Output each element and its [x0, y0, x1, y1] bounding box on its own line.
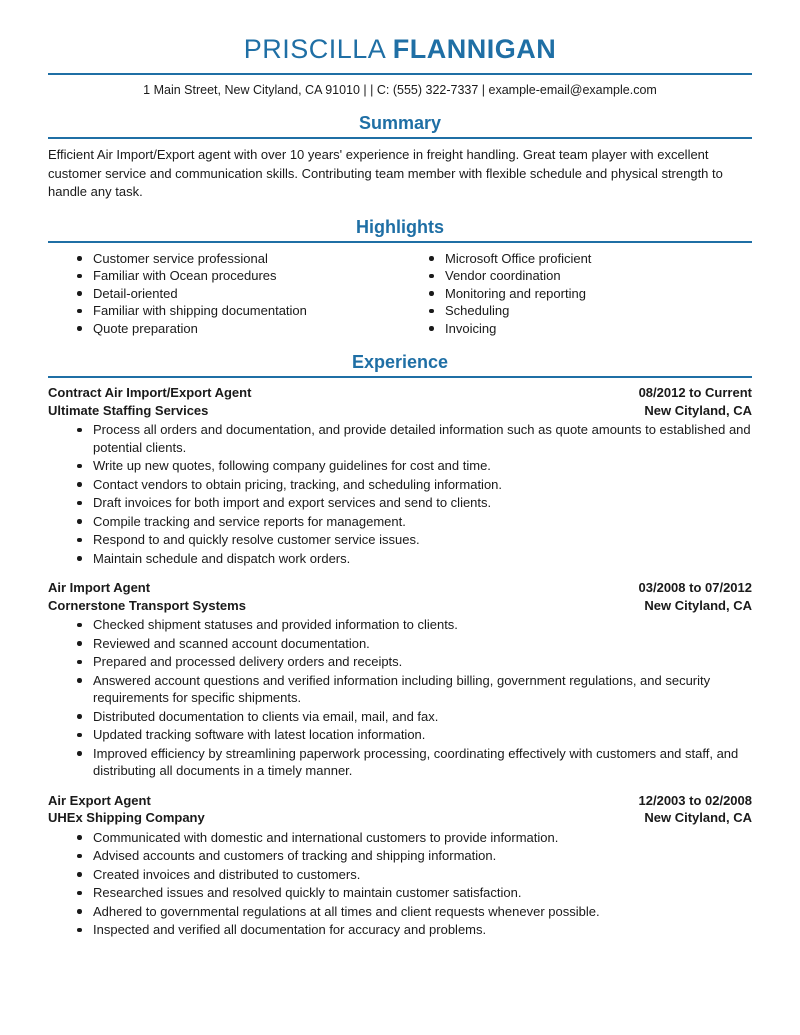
job-title: Air Export Agent — [48, 792, 151, 808]
job-company: Cornerstone Transport Systems — [48, 597, 246, 613]
job-bullet-item: Respond to and quickly resolve customer service issues. — [48, 531, 752, 549]
job-company-row — [48, 809, 752, 827]
highlight-item: Microsoft Office proficient — [400, 250, 752, 267]
job-bullet-item: Advised accounts and customers of tracking and shipping information. — [48, 847, 752, 865]
job-bullet-item: Created invoices and distributed to customers. — [48, 866, 752, 884]
highlight-item: Detail-oriented — [48, 285, 400, 302]
summary-heading: Summary — [358, 113, 442, 133]
job-title-row — [48, 384, 752, 402]
job-bullet-item: Inspected and verified all documentation for accuracy and problems. — [48, 921, 752, 939]
job-company: UHEx Shipping Company — [48, 810, 205, 825]
highlight-item: Invoicing — [400, 320, 752, 337]
experience-jobs — [48, 384, 752, 939]
highlight-item: Customer service professional — [48, 250, 400, 267]
job-company: Ultimate Staffing Services — [48, 402, 209, 418]
job-dates: 12/2003 to 02/2008 — [638, 792, 752, 808]
job-bullet-item: Improved efficiency by streamlining paperwork processing, coordinating effectively with customers and staff, and distributing all documents in a timely manner. — [48, 745, 752, 780]
section-summary — [48, 113, 752, 202]
job-bullet-item: Process all orders and documentation, and provide detailed information such as quote amounts to established and potential clients. — [48, 421, 752, 456]
highlights-list-right — [400, 250, 752, 338]
job-company-row — [48, 402, 752, 420]
job-title: Contract Air Import/Export Agent — [48, 385, 252, 400]
highlight-item: Familiar with shipping documentation — [48, 302, 400, 319]
job-bullets — [48, 616, 752, 780]
highlights-list-left — [48, 250, 400, 338]
job-bullets — [48, 829, 752, 939]
highlight-item: Monitoring and reporting — [400, 285, 752, 302]
job-bullet-item: Checked shipment statuses and provided information to clients. — [48, 616, 752, 634]
contact-line: 1 Main Street, New Cityland, CA 91010 | | C: (555) 322-7337 | example-email@example.com — [143, 83, 657, 97]
highlight-item: Familiar with Ocean procedures — [48, 267, 400, 284]
job-bullet-item: Distributed documentation to clients via email, mail, and fax. — [48, 708, 752, 726]
job-bullet-item: Communicated with domestic and international customers to provide information. — [48, 829, 752, 847]
job-bullet-item: Reviewed and scanned account documentation. — [48, 635, 752, 653]
job-location: New Cityland, CA — [644, 597, 752, 613]
job-bullet-item: Contact vendors to obtain pricing, tracking, and scheduling information. — [48, 476, 752, 494]
highlight-item: Scheduling — [400, 302, 752, 319]
highlight-item: Vendor coordination — [400, 267, 752, 284]
highlights-columns — [48, 250, 752, 338]
highlights-heading: Highlights — [356, 216, 444, 237]
job-bullet-item: Compile tracking and service reports for management. — [48, 513, 752, 531]
job-entry — [48, 384, 752, 567]
job-bullet-item: Write up new quotes, following company guidelines for cost and time. — [48, 457, 752, 475]
experience-divider — [48, 376, 752, 378]
job-bullet-item: Draft invoices for both import and export services and send to clients. — [48, 494, 752, 512]
summary-divider — [48, 137, 752, 139]
job-entry — [48, 792, 752, 939]
candidate-first-name: PRISCILLA — [243, 34, 385, 64]
job-bullet-item: Adhered to governmental regulations at all times and client requests whenever possible. — [48, 903, 752, 921]
job-bullet-item: Updated tracking software with latest location information. — [48, 726, 752, 744]
summary-text: Efficient Air Import/Export agent with over 10 years' experience in freight handling. Great team player with excellent customer service and communication skills. Contributing team member with flexible schedule and physical strength to handle any task. — [48, 147, 723, 199]
job-bullet-item: Researched issues and resolved quickly to maintain customer satisfaction. — [48, 884, 752, 902]
candidate-name — [48, 34, 752, 64]
job-title: Air Import Agent — [48, 580, 151, 595]
job-bullet-item: Answered account questions and verified information including billing, government regulations, and security requirements for specific shipments. — [48, 672, 752, 707]
job-entry — [48, 579, 752, 780]
job-dates: 03/2008 to 07/2012 — [638, 580, 752, 595]
job-bullet-item: Maintain schedule and dispatch work orders. — [48, 550, 752, 568]
header-divider — [48, 73, 752, 75]
highlights-divider — [48, 241, 752, 243]
candidate-last-name: FLANNIGAN — [392, 34, 557, 64]
job-location: New Cityland, CA — [644, 810, 752, 825]
highlight-item: Quote preparation — [48, 320, 400, 337]
job-bullets — [48, 421, 752, 567]
job-company-row — [48, 597, 752, 615]
job-dates: 08/2012 to Current — [638, 385, 752, 400]
job-location: New Cityland, CA — [644, 402, 752, 418]
job-title-row — [48, 792, 752, 810]
job-bullet-item: Prepared and processed delivery orders and receipts. — [48, 653, 752, 671]
section-experience — [48, 352, 752, 939]
experience-heading: Experience — [351, 352, 449, 372]
section-highlights — [48, 217, 752, 338]
job-title-row — [48, 579, 752, 597]
